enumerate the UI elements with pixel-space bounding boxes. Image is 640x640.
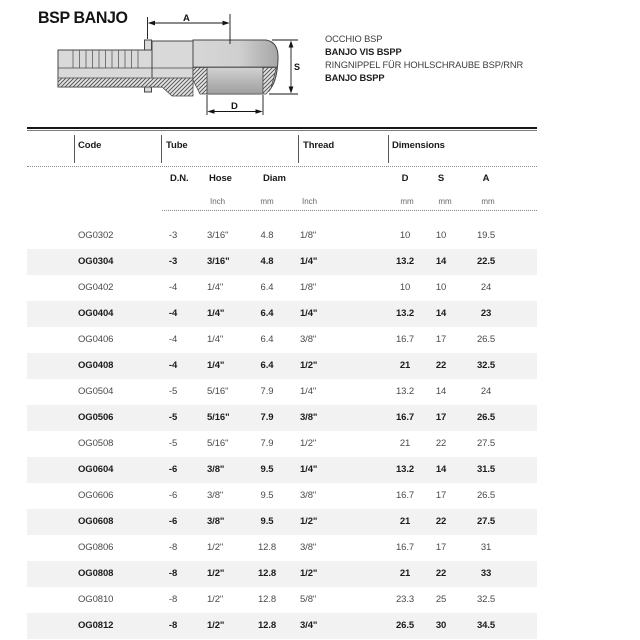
cell-d: 13.2 <box>395 308 415 319</box>
cell-a: 31 <box>480 542 492 553</box>
header-divider <box>27 166 537 167</box>
column-divider-dimensions <box>388 135 389 163</box>
cell-thread: 3/8" <box>300 412 318 423</box>
cell-hose: 1/4" <box>207 282 224 293</box>
table-row <box>0 561 640 587</box>
cell-code: OG0302 <box>78 230 114 241</box>
page-title: BSP BANJO <box>38 9 128 27</box>
cell-diam: 6.4 <box>260 308 274 319</box>
cell-dn: -6 <box>168 490 178 501</box>
cell-a: 24 <box>480 386 492 397</box>
table-row <box>0 275 640 301</box>
header-tube: Tube <box>166 140 188 151</box>
cell-dn: -4 <box>168 360 178 371</box>
cell-code: OG0806 <box>78 542 114 553</box>
table-row <box>0 613 640 639</box>
cell-thread: 1/2" <box>300 360 318 371</box>
subheader-dn: D.N. <box>170 173 189 184</box>
cell-code: OG0304 <box>78 256 114 267</box>
cell-a: 26.5 <box>476 490 496 501</box>
cell-s: 17 <box>435 412 447 423</box>
cell-thread: 3/8" <box>300 490 317 501</box>
description-line-fr: BANJO VIS BSPP <box>325 47 402 57</box>
table-top-rule-shadow <box>27 130 537 131</box>
cell-thread: 1/2" <box>300 438 317 449</box>
cell-d: 13.2 <box>395 464 415 475</box>
cell-s: 30 <box>435 620 447 631</box>
cell-d: 21 <box>399 516 411 527</box>
cell-d: 16.7 <box>395 542 415 553</box>
header-thread: Thread <box>303 140 335 151</box>
cell-thread: 3/8" <box>300 542 317 553</box>
cell-d: 16.7 <box>395 412 415 423</box>
cell-dn: -6 <box>168 464 178 475</box>
column-divider-thread <box>298 135 299 163</box>
cell-dn: -8 <box>168 542 178 553</box>
cell-s: 14 <box>435 308 447 319</box>
column-divider-code <box>74 135 75 163</box>
cell-thread: 1/4" <box>300 386 317 397</box>
cell-hose: 5/16" <box>207 386 229 397</box>
cell-dn: -4 <box>168 334 178 345</box>
unit-hose: Inch <box>210 197 226 206</box>
dim-d-label: D <box>231 101 238 112</box>
cell-d: 23.3 <box>395 594 415 605</box>
cell-dn: -3 <box>168 230 178 241</box>
description-line-en: BANJO BSPP <box>325 73 385 83</box>
cell-diam: 12.8 <box>257 594 277 605</box>
cell-thread: 5/8" <box>300 594 317 605</box>
subheader-s: S <box>437 173 445 184</box>
table-row <box>0 431 640 457</box>
cell-code: OG0608 <box>78 516 114 527</box>
cell-s: 22 <box>435 360 447 371</box>
cell-hose: 1/2" <box>207 594 224 605</box>
table-row <box>0 405 640 431</box>
cell-s: 17 <box>435 334 447 345</box>
cell-thread: 1/2" <box>300 568 318 579</box>
cell-hose: 5/16" <box>207 438 229 449</box>
cell-diam: 7.9 <box>260 412 274 423</box>
cell-a: 32.5 <box>476 594 496 605</box>
cell-dn: -6 <box>168 516 178 527</box>
table-row <box>0 223 640 249</box>
table-row <box>0 535 640 561</box>
cell-thread: 1/4" <box>300 256 318 267</box>
cell-dn: -8 <box>168 568 178 579</box>
cell-s: 17 <box>435 490 447 501</box>
cell-diam: 4.8 <box>260 256 274 267</box>
cell-code: OG0404 <box>78 308 114 319</box>
cell-code: OG0604 <box>78 464 114 475</box>
cell-code: OG0504 <box>78 386 114 397</box>
unit-thread: Inch <box>302 197 318 206</box>
cell-thread: 1/4" <box>300 308 318 319</box>
cell-s: 10 <box>435 230 447 241</box>
cell-code: OG0508 <box>78 438 114 449</box>
subheader-a: A <box>482 173 490 184</box>
table-top-rule <box>27 127 537 129</box>
cell-dn: -8 <box>168 620 178 631</box>
cell-code: OG0606 <box>78 490 114 501</box>
header-code: Code <box>78 140 102 151</box>
cell-thread: 1/2" <box>300 516 318 527</box>
cell-d: 21 <box>399 568 411 579</box>
cell-a: 27.5 <box>476 516 496 527</box>
column-divider-tube <box>161 135 162 163</box>
product-descriptions <box>325 33 523 85</box>
cell-d: 21 <box>399 438 411 449</box>
cell-dn: -5 <box>168 386 178 397</box>
cell-hose: 1/4" <box>207 360 225 371</box>
cell-thread: 3/4" <box>300 620 318 631</box>
cell-hose: 3/8" <box>207 516 225 527</box>
table-row <box>0 379 640 405</box>
units-divider <box>162 210 537 211</box>
cell-d: 10 <box>399 230 411 241</box>
cell-diam: 12.8 <box>257 568 277 579</box>
cell-s: 14 <box>435 464 447 475</box>
cell-hose: 1/2" <box>207 620 225 631</box>
cell-hose: 3/8" <box>207 490 224 501</box>
cell-thread: 1/8" <box>300 282 317 293</box>
cell-s: 22 <box>435 438 447 449</box>
cell-thread: 1/4" <box>300 464 318 475</box>
table-row <box>0 249 640 275</box>
dim-s-label: S <box>294 62 301 72</box>
unit-s: mm <box>438 197 452 206</box>
cell-diam: 6.4 <box>260 360 274 371</box>
cell-code: OG0406 <box>78 334 114 345</box>
cell-s: 17 <box>435 542 447 553</box>
dimension-d <box>207 95 263 115</box>
cell-dn: -5 <box>168 438 178 449</box>
cell-dn: -3 <box>168 256 178 267</box>
header-dimensions: Dimensions <box>392 140 445 151</box>
cell-diam: 6.4 <box>260 282 274 293</box>
subheader-d: D <box>401 173 409 184</box>
cell-hose: 3/8" <box>207 464 225 475</box>
cell-hose: 3/16" <box>207 230 229 241</box>
cell-code: OG0810 <box>78 594 114 605</box>
cell-a: 33 <box>480 568 492 579</box>
dim-a-label: A <box>183 13 190 24</box>
cell-s: 14 <box>435 386 447 397</box>
cell-s: 22 <box>435 516 447 527</box>
cell-s: 10 <box>435 282 447 293</box>
cell-a: 19.5 <box>476 230 496 241</box>
cell-code: OG0812 <box>78 620 114 631</box>
cell-code: OG0808 <box>78 568 114 579</box>
description-line-it: OCCHIO BSP <box>325 34 383 44</box>
cell-hose: 1/4" <box>207 308 225 319</box>
subheader-diam: Diam <box>263 173 286 184</box>
cell-d: 16.7 <box>395 490 415 501</box>
cell-thread: 1/8" <box>300 230 317 241</box>
cell-a: 34.5 <box>476 620 496 631</box>
cell-diam: 9.5 <box>260 490 274 501</box>
cell-d: 10 <box>399 282 411 293</box>
cell-s: 25 <box>435 594 447 605</box>
cell-diam: 7.9 <box>260 438 274 449</box>
table-row <box>0 301 640 327</box>
cell-a: 24 <box>480 282 492 293</box>
dimension-a <box>148 13 231 44</box>
cell-s: 22 <box>435 568 447 579</box>
cell-d: 21 <box>399 360 411 371</box>
table-row <box>0 587 640 613</box>
subheader-hose: Hose <box>209 173 232 184</box>
table-row <box>0 457 640 483</box>
cell-d: 13.2 <box>395 256 415 267</box>
cell-dn: -5 <box>168 412 178 423</box>
cell-thread: 3/8" <box>300 334 317 345</box>
cell-code: OG0506 <box>78 412 114 423</box>
description-line-de: RINGNIPPEL FÜR HOHLSCHRAUBE BSP/RNR <box>325 60 524 70</box>
cell-a: 31.5 <box>476 464 496 475</box>
table-row <box>0 353 640 379</box>
cell-code: OG0402 <box>78 282 114 293</box>
cell-s: 14 <box>435 256 447 267</box>
cell-diam: 7.9 <box>260 386 274 397</box>
cell-d: 13.2 <box>395 386 415 397</box>
unit-a: mm <box>481 197 495 206</box>
cell-diam: 9.5 <box>260 464 274 475</box>
cell-dn: -4 <box>168 308 178 319</box>
table-row <box>0 483 640 509</box>
unit-diam: mm <box>260 197 274 206</box>
cell-dn: -4 <box>168 282 178 293</box>
cell-diam: 6.4 <box>260 334 274 345</box>
cell-a: 26.5 <box>476 334 496 345</box>
cell-hose: 1/2" <box>207 568 225 579</box>
cell-diam: 12.8 <box>257 620 277 631</box>
table-body <box>0 223 640 639</box>
cell-hose: 1/4" <box>207 334 224 345</box>
cell-a: 27.5 <box>476 438 496 449</box>
table-row <box>0 509 640 535</box>
unit-d: mm <box>400 197 414 206</box>
cell-a: 22.5 <box>476 256 496 267</box>
cell-diam: 9.5 <box>260 516 274 527</box>
cell-d: 16.7 <box>395 334 415 345</box>
cell-a: 26.5 <box>476 412 496 423</box>
cell-a: 23 <box>480 308 492 319</box>
cell-code: OG0408 <box>78 360 114 371</box>
cell-d: 26.5 <box>395 620 415 631</box>
cell-hose: 1/2" <box>207 542 224 553</box>
cell-diam: 12.8 <box>257 542 277 553</box>
table-row <box>0 327 640 353</box>
cell-dn: -8 <box>168 594 178 605</box>
cell-a: 32.5 <box>476 360 496 371</box>
cell-hose: 5/16" <box>207 412 230 423</box>
cell-hose: 3/16" <box>207 256 230 267</box>
cell-diam: 4.8 <box>260 230 274 241</box>
